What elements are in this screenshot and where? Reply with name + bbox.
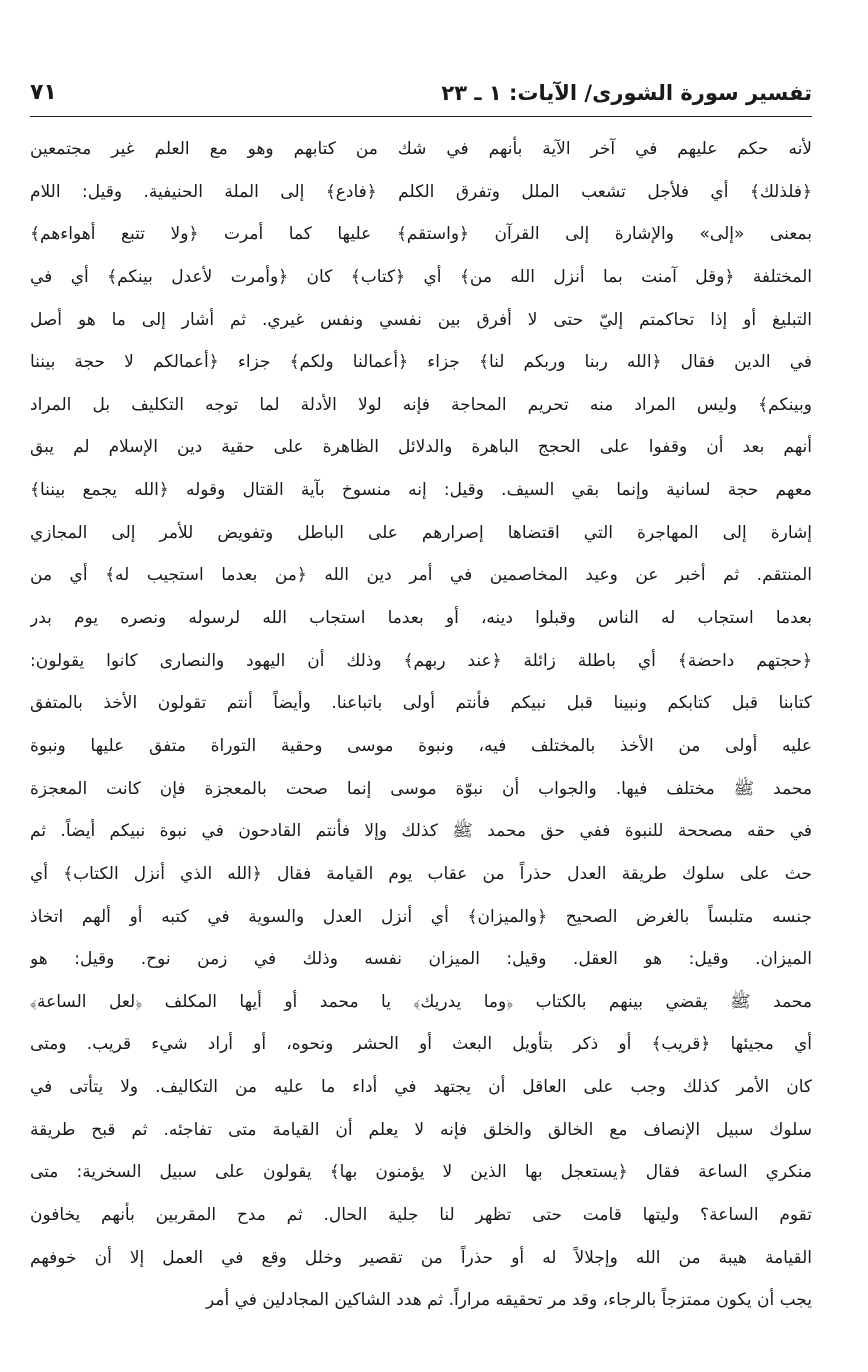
text-line: الميزان. وقيل: هو العقل. وقيل: الميزان نفسه وذلك في زمن نوح. وقيل: هو [30,949,812,970]
text-line: المختلفة ﴿وقل آمنت بما أنزل الله من﴾ أي ﴿كتاب﴾ كان ﴿وأمرت لأعدل بينكم﴾ أي في [30,266,812,287]
text-line: محمد ﷺ يقضي بينهم بالكتاب ﴿وما يدريك﴾ يا محمد أو أيها المكلف ﴿لعل الساعة﴾ [30,991,812,1012]
text-line: إشارة إلى المهاجرة التي اقتضاها إصرارهم على الباطل وتفويض للأمر إلى المجازي [30,522,812,543]
page-number: ٧١ [30,80,57,105]
text-line: منكري الساعة فقال ﴿يستعجل بها الذين لا يؤمنون بها﴾ يقولون على سبيل السخرية: متى [30,1162,812,1183]
text-line: معهم حجة لسانية وإنما بقي السيف. وقيل: إنه منسوخ بآية القتال وقوله ﴿الله يجمع بيننا﴾ [30,480,812,501]
text-line: بمعنى «إلى» والإشارة إلى القرآن ﴿واستقم﴾ عليها كما أمرت ﴿ولا تتبع أهواءهم﴾ [30,224,812,245]
text-line: ﴿حجتهم داحضة﴾ أي باطلة زائلة ﴿عند ربهم﴾ وذلك أن اليهود والنصارى كانوا يقولون: [30,650,812,671]
tafsir-body-text [30,128,812,1322]
text-line: جنسه متلبساً بالغرض الصحيح ﴿والميزان﴾ أي أنزل العدل والسوية في كتبه أو ألهم اتخاذ [30,906,812,927]
text-line: كتابنا قبل كتابكم ونبينا قبل نبيكم فأنتم أولى باتباعنا. وأيضاً أنتم تقولون الأخذ بالمتفق [30,693,812,714]
header-divider [30,116,812,117]
text-line: كان الأمر كذلك وجب على العاقل أن يجتهد في أداء ما عليه من التكاليف. ولا يتأتى في [30,1077,812,1098]
text-line: التبليغ أو إذا تحاكمتم إليّ حتى لا أفرق بين نفسي ونفس غيري. ثم أشار إلى ما هو أصل [30,309,812,330]
running-header-title: تفسير سورة الشورى/ الآيات: ١ ـ ٢٣ [441,81,812,105]
text-line: أنهم بعد أن وقفوا على الحجج الباهرة والدلائل الظاهرة على حقية دين الإسلام لم يبق [30,437,812,458]
text-line: تقوم الساعة؟ وليتها قامت حتى تظهر لنا جلية الحال. ثم مدح المقربين بأنهم يخافون [30,1205,812,1226]
text-line: لأنه حكم عليهم في آخر الآية بأنهم في شك من كتابهم وهو مع العلم غير مجتمعين [30,139,812,159]
text-line: في الدين فقال ﴿الله ربنا وربكم لنا﴾ جزاء ﴿أعمالنا ولكم﴾ جزاء ﴿أعمالكم لا حجة بيننا [30,352,812,373]
text-line: القيامة هيبة من الله وإجلالاً له أو حذراً من تقصير وخلل وقع في العمل إلا أن خوفهم [30,1247,812,1268]
text-line: يجب أن يكون ممتزجاً بالرجاء، وقد مر تحقيقه مراراً. ثم هدد الشاكين المجادلين في أمر [206,1290,812,1311]
text-line: حث على سلوك طريقة العدل حذراً من عقاب يوم القيامة فقال ﴿الله الذي أنزل الكتاب﴾ أي [30,863,812,884]
text-line: ﴿فلذلك﴾ أي فلأجل تشعب الملل وتفرق الكلم ﴿فادع﴾ إلى الملة الحنيفية. وقيل: اللام [30,181,812,202]
text-line: محمد ﷺ مختلف فيها. والجواب أن نبوّة موسى إنما صحت بالمعجزة فإن كانت المعجزة [30,778,812,799]
text-line: أي مجيئها ﴿قريب﴾ أو ذكر بتأويل البعث أو الحشر ونحوه، أو أراد شيء قريب. ومتى [30,1034,812,1055]
text-line: سلوك سبيل الإنصاف مع الخالق والخلق فإنه لا يعلم أن القيامة متى تفاجئه. ثم قبح طريقة [30,1119,812,1140]
text-line: وبينكم﴾ وليس المراد منه تحريم المحاجة فإنه لولا الأدلة لما توجه التكليف بل المراد [30,394,812,415]
text-line: في حقه مصححة للنبوة ففي حق محمد ﷺ كذلك وإلا فأنتم القادحون في نبوة نبيكم أيضاً. ثم [30,821,812,842]
text-line: عليه أولى من الأخذ بالمختلف فيه، ونبوة موسى وحقية التوراة متفق عليها ونبوة [30,735,812,756]
text-line: المنتقم. ثم أخبر عن وعيد المخاصمين في أمر دين الله ﴿من بعدما استجيب له﴾ أي من [30,565,812,586]
text-line: بعدما استجاب له الناس وقبلوا دينه، أو بعدما استجاب الله لرسوله ونصره يوم بدر [30,608,812,629]
running-header [30,78,812,114]
